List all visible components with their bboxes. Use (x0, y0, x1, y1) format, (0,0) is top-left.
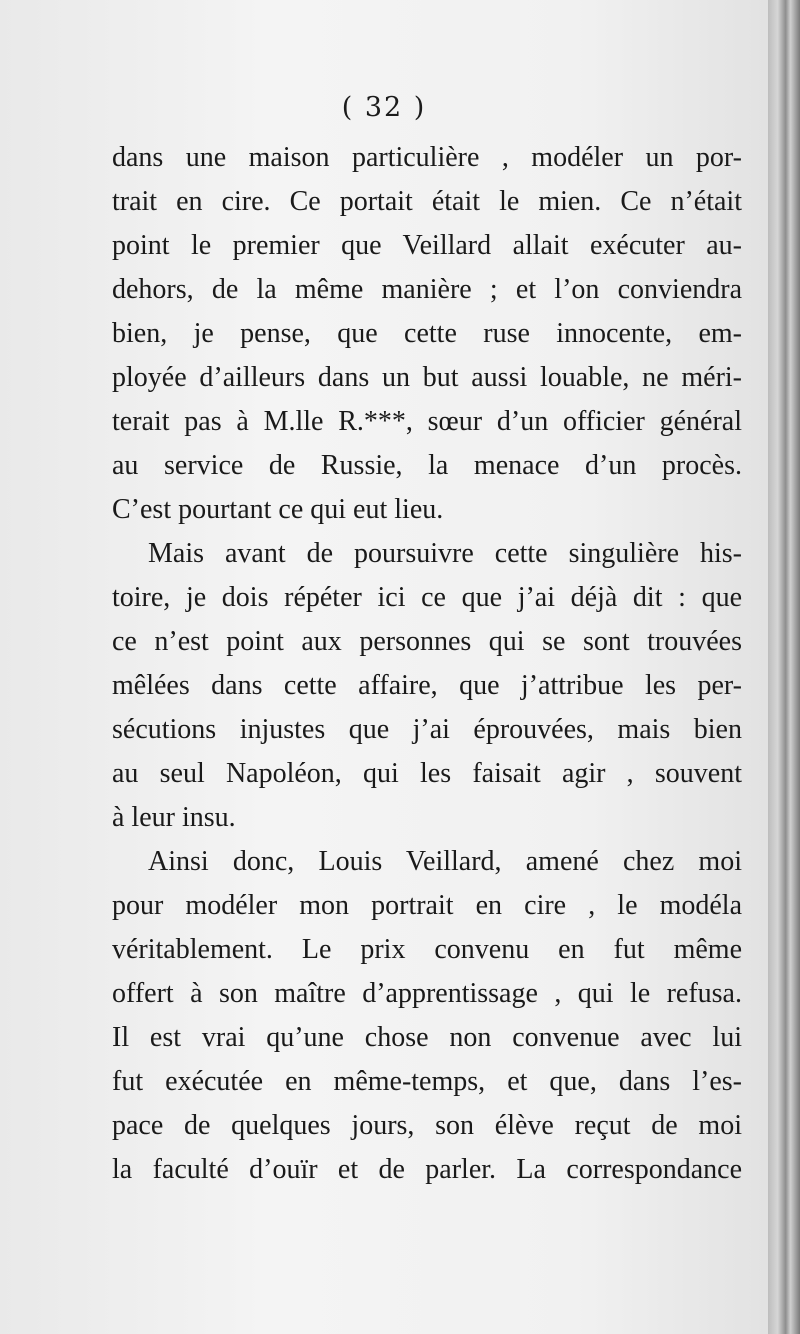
text-line: la faculté d’ouïr et de parler. La correspondance (112, 1154, 742, 1185)
text-line: Mais avant de poursuivre cette singulière his- (148, 538, 742, 569)
text-line: pour modéler mon portrait en cire , le modéla (112, 890, 742, 921)
text-line: au seul Napoléon, qui les faisait agir , souvent (112, 758, 742, 789)
text-line: mêlées dans cette affaire, que j’attribue les per- (112, 670, 742, 701)
page-binding-edge (768, 0, 800, 1334)
text-line: Il est vrai qu’une chose non convenue avec lui (112, 1022, 742, 1053)
text-line: bien, je pense, que cette ruse innocente, em- (112, 318, 742, 349)
text-line: ce n’est point aux personnes qui se sont trouvées (112, 626, 742, 657)
text-line: point le premier que Veillard allait exécuter au- (112, 230, 742, 261)
text-line: offert à son maître d’apprentissage , qui le refusa. (112, 978, 742, 1009)
text-line: véritablement. Le prix convenu en fut même (112, 934, 742, 965)
text-line: trait en cire. Ce portait était le mien. Ce n’était (112, 186, 742, 217)
page-number: ( 32 ) (341, 92, 427, 123)
text-line: sécutions injustes que j’ai éprouvées, mais bien (112, 714, 742, 745)
paragraph-2 (112, 532, 742, 840)
text-line: ployée d’ailleurs dans un but aussi louable, ne méri- (112, 362, 742, 393)
text-line: au service de Russie, la menace d’un procès. (112, 450, 742, 481)
text-line: dans une maison particulière , modéler un por- (112, 142, 742, 173)
text-line: toire, je dois répéter ici ce que j’ai déjà dit : que (112, 582, 742, 613)
paragraph-1 (112, 136, 742, 532)
text-line: pace de quelques jours, son élève reçut de moi (112, 1110, 742, 1141)
text-line: à leur insu. (112, 802, 236, 833)
text-line: C’est pourtant ce qui eut lieu. (112, 494, 444, 525)
paragraph-3 (112, 840, 742, 1192)
text-line: fut exécutée en même-temps, et que, dans l’es- (112, 1066, 742, 1097)
text-line: dehors, de la même manière ; et l’on conviendra (112, 274, 742, 305)
text-line: Ainsi donc, Louis Veillard, amené chez moi (148, 846, 742, 877)
text-line: terait pas à M.lle R.***, sœur d’un officier général (112, 406, 742, 437)
